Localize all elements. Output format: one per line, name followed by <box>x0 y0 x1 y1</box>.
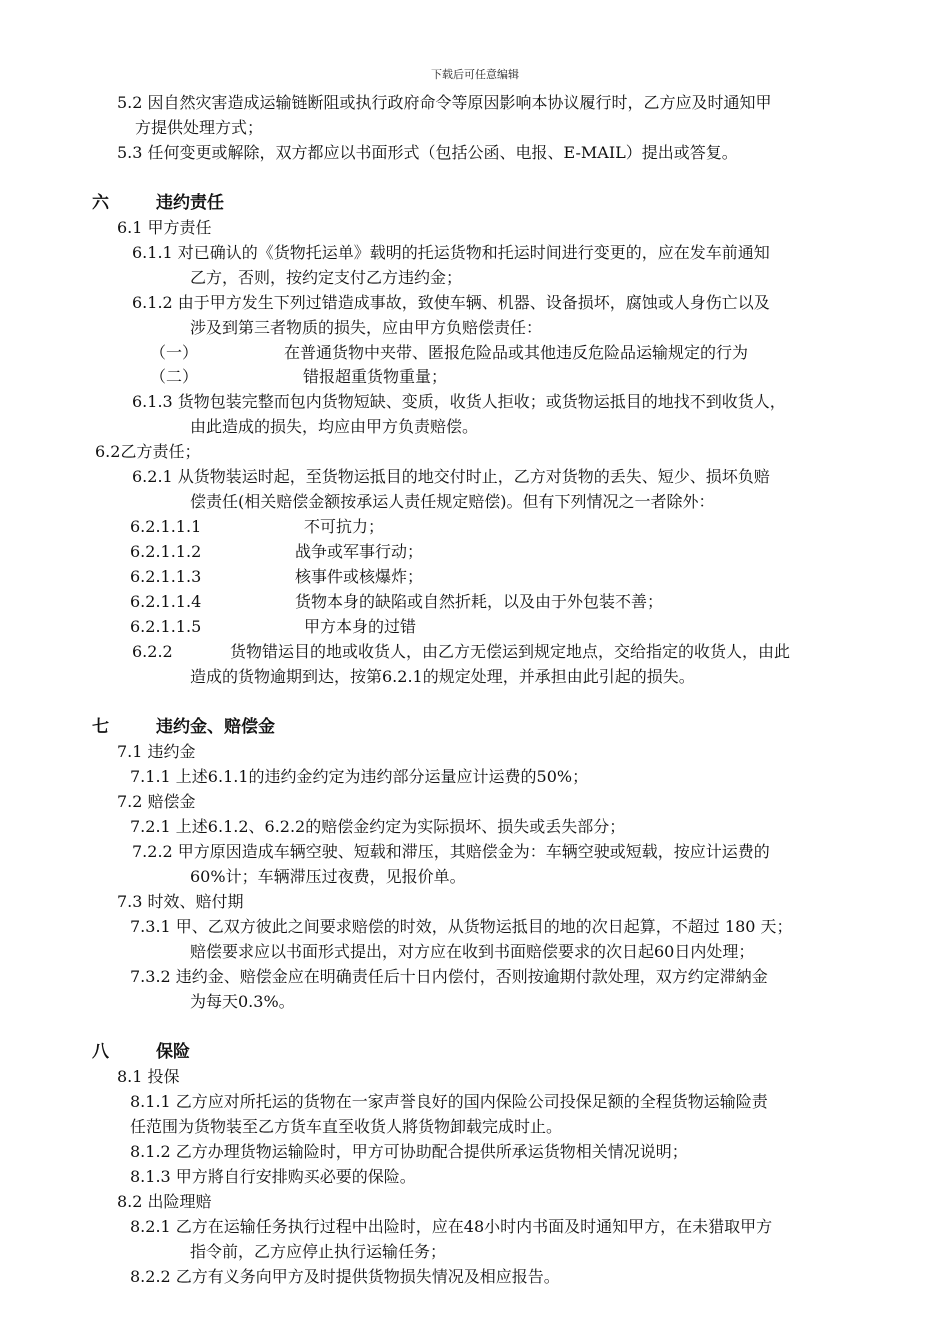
list-item-text: 甲方本身的过错 <box>304 617 417 636</box>
section-6-number: 六 <box>92 193 109 213</box>
list-item <box>130 566 423 588</box>
clause-7-3: 7.3 时效、赔付期 <box>117 892 244 911</box>
list-item-label: 6.2.1.1.5 <box>130 617 202 636</box>
list-item-text: 货物本身的缺陷或自然折耗，以及由于外包装不善； <box>295 592 664 611</box>
list-item <box>150 342 748 364</box>
clause-7-2-2-line1: 7.2.2 甲方原因造成车辆空驶、短载和滞压，其赔偿金为：车辆空驶或短载，按应计运费的 <box>132 842 770 861</box>
list-item-text: 核事件或核爆炸； <box>295 567 424 586</box>
list-item-text: 战争或军事行动； <box>295 542 424 561</box>
clause-6-1-2-line2: 涉及到第三者物质的损失，应由甲方负赔偿责任： <box>190 318 543 337</box>
clause-8-2-1-line2: 指令前，乙方应停止执行运输任务； <box>190 1242 447 1261</box>
list-item-label: 6.2.1.1.3 <box>130 567 202 586</box>
section-8-number: 八 <box>92 1042 109 1062</box>
clause-7-3-2-line1: 7.3.2 违约金、赔偿金应在明确责任后十日内偿付，否则按逾期付款处理，双方约定滞納金 <box>130 967 768 986</box>
list-item-label: （二） <box>150 367 199 386</box>
list-item <box>130 541 423 563</box>
clause-6-2-2-line2: 造成的货物逾期到达，按第6.2.1的规定处理，并承担由此引起的损失。 <box>190 667 695 686</box>
clause-7-3-2-line2: 为每天0.3%。 <box>190 992 295 1011</box>
clause-8-2-2: 8.2.2 乙方有义务向甲方及时提供货物损失情况及相应报告。 <box>130 1267 560 1286</box>
clause-5-2-line1: 5.2 因自然灾害造成运输链断阻或执行政府命令等原因影响本协议履行时，乙方应及时通知甲 <box>117 93 772 112</box>
clause-6-1: 6.1 甲方责任 <box>117 218 212 237</box>
clause-6-1-1-line1: 6.1.1 对已确认的《货物托运单》载明的托运货物和托运时间进行变更的，应在发车前通知 <box>132 243 770 262</box>
list-item-text: 不可抗力； <box>304 517 385 536</box>
list-item <box>130 516 384 538</box>
page-header: 下载后可任意编辑 <box>431 68 519 81</box>
list-item-text: 在普通货物中夹带、匿报危险品或其他违反危险品运输规定的行为 <box>284 343 749 362</box>
clause-8-2-1-line1: 8.2.1 乙方在运输任务执行过程中出险时，应在48小时内书面及时通知甲方，在未猎取甲方 <box>130 1217 773 1236</box>
clause-6-1-3-line1: 6.1.3 货物包装完整而包内货物短缺、变质，收货人拒收；或货物运抵目的地找不到收货人， <box>132 392 786 411</box>
clause-7-1: 7.1 违约金 <box>117 742 196 761</box>
clause-8-1-2: 8.1.2 乙方办理货物运输险时，甲方可协助配合提供所承运货物相关情况说明； <box>130 1142 688 1161</box>
clause-7-3-1-line1: 7.3.1 甲、乙双方彼此之间要求赔偿的时效，从货物运抵目的地的次日起算，不超过 180 天； <box>130 917 793 936</box>
clause-6-2: 6.2乙方责任； <box>95 442 201 461</box>
section-7-heading <box>92 716 275 738</box>
clause-7-2-2-line2: 60%计；车辆滞压过夜费，见报价单。 <box>190 867 466 886</box>
clause-8-1-3: 8.1.3 甲方將自行安排购买必要的保险。 <box>130 1167 416 1186</box>
clause-5-2-line2: 方提供处理方式； <box>135 118 264 137</box>
list-item <box>150 366 447 388</box>
clause-6-1-3-line2: 由此造成的损失，均应由甲方负责赔偿。 <box>190 417 479 436</box>
section-7-number: 七 <box>92 717 109 737</box>
clause-6-2-2-line1 <box>132 641 790 663</box>
clause-5-3: 5.3 任何变更或解除，双方都应以书面形式（包括公函、电报、E-MAIL）提出或答复。 <box>117 143 738 162</box>
list-item-label: 6.2.1.1.1 <box>130 517 202 536</box>
list-item-text: 错报超重货物重量； <box>303 367 448 386</box>
section-8-title: 保险 <box>156 1042 190 1062</box>
clause-8-1: 8.1 投保 <box>117 1067 180 1086</box>
clause-7-1-1: 7.1.1 上述6.1.1的违约金约定为违约部分运量应计运费的50%； <box>130 767 589 786</box>
list-item-label: 6.2.1.1.4 <box>130 592 202 611</box>
clause-7-2: 7.2 赔偿金 <box>117 792 196 811</box>
list-item-label: 6.2.1.1.2 <box>130 542 202 561</box>
clause-6-1-2-line1: 6.1.2 由于甲方发生下列过错造成事故，致使车辆、机器、设备损坏，腐蚀或人身伤亡以及 <box>132 293 770 312</box>
clause-6-2-2-text: 货物错运目的地或收货人，由乙方无偿运到规定地点，交给指定的收货人，由此 <box>230 642 791 661</box>
clause-6-2-1-line2: 偿责任(相关赔偿金额按承运人责任规定赔偿)。但有下列情况之一者除外： <box>190 492 715 511</box>
clause-7-2-1: 7.2.1 上述6.1.2、6.2.2的赔偿金约定为实际损坏、损失或丢失部分； <box>130 817 626 836</box>
section-8-heading <box>92 1041 190 1063</box>
clause-6-1-1-line2: 乙方，否则，按约定支付乙方违约金； <box>190 268 463 287</box>
section-6-title: 违约责任 <box>156 193 224 213</box>
clause-8-1-1-line1: 8.1.1 乙方应对所托运的货物在一家声誉良好的国内保险公司投保足额的全程货物运输险责 <box>130 1092 768 1111</box>
clause-6-2-1-line1: 6.2.1 从货物装运时起，至货物运抵目的地交付时止，乙方对货物的丢失、短少、损坏负赔 <box>132 467 770 486</box>
list-item <box>130 591 663 613</box>
clause-8-2: 8.2 出险理赔 <box>117 1192 212 1211</box>
clause-8-1-1-line2: 任范围为货物装至乙方货车直至收货人將货物卸载完成时止。 <box>130 1117 563 1136</box>
list-item-label: （一） <box>150 343 199 362</box>
list-item <box>130 616 416 638</box>
clause-7-3-1-line2: 赔偿要求应以书面形式提出，对方应在收到书面赔偿要求的次日起60日内处理； <box>190 942 755 961</box>
section-7-title: 违约金、赔偿金 <box>156 717 275 737</box>
clause-6-2-2-label: 6.2.2 <box>132 642 173 661</box>
section-6-heading <box>92 192 224 214</box>
